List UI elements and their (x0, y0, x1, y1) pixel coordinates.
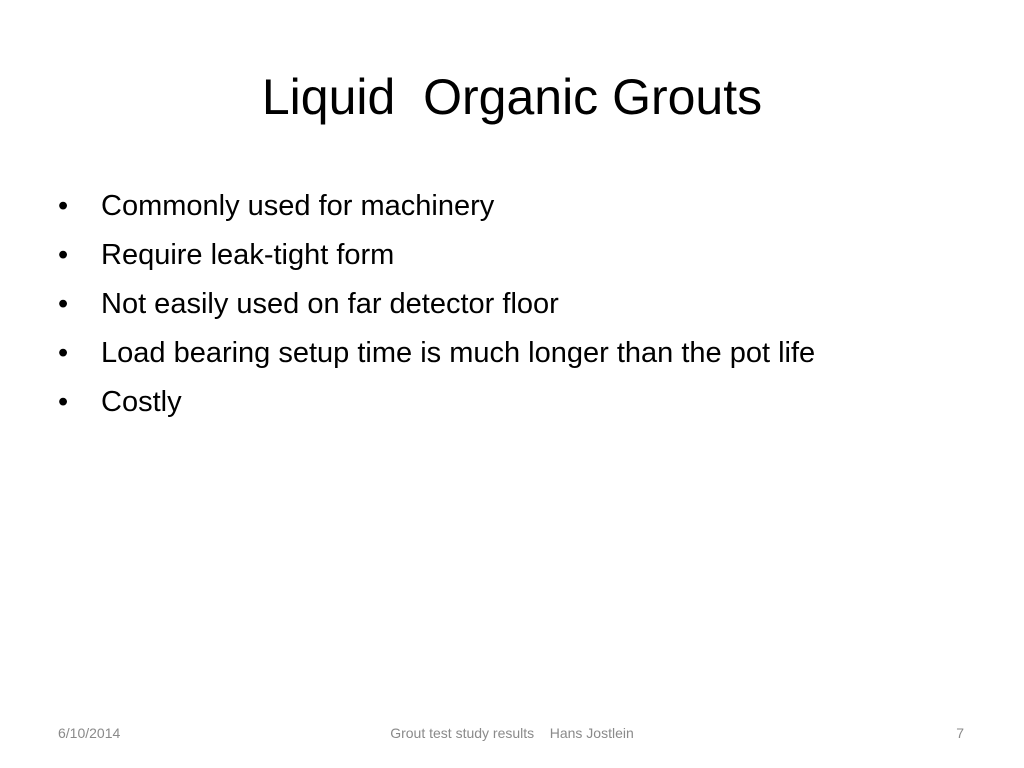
list-item (58, 182, 815, 231)
footer-date: 6/10/2014 (58, 725, 121, 741)
bullet-icon: • (58, 288, 69, 320)
bullet-text: Load bearing setup time is much longer than the pot life (101, 337, 816, 369)
list-item (58, 329, 815, 378)
bullet-icon: • (58, 337, 69, 369)
list-item (58, 378, 815, 427)
slide-title: Liquid Organic Grouts (261, 69, 763, 125)
bullet-text: Require leak-tight form (101, 239, 395, 271)
bullet-icon: • (58, 190, 69, 222)
bullet-text: Commonly used for machinery (101, 190, 495, 222)
bullet-text: Not easily used on far detector floor (101, 288, 559, 320)
slide-number: 7 (956, 725, 964, 741)
bullet-icon: • (58, 386, 69, 418)
bullet-icon: • (58, 239, 69, 271)
footer-title-author: Grout test study results Hans Jostlein (390, 725, 634, 741)
bullet-text: Costly (101, 386, 182, 418)
list-item (58, 231, 815, 280)
list-item (58, 280, 815, 329)
bullet-list (58, 182, 815, 427)
